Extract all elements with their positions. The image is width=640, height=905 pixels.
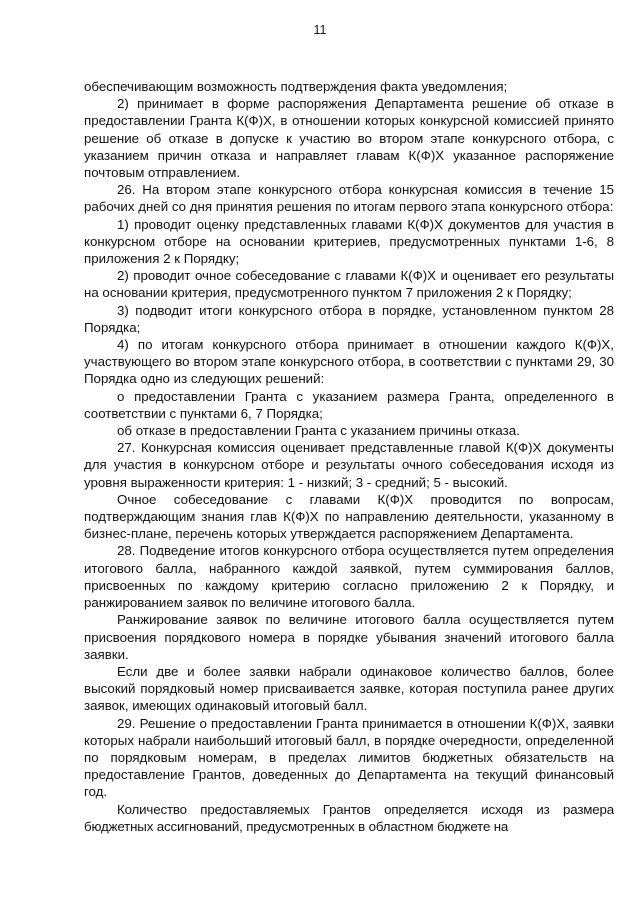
paragraph-item-evaluate-documents: 1) проводит оценку представленных главами К(Ф)Х документов для участия в конкурсном отборе на основании критериев, предусмотренных пунктами 1-6, 8 приложения 2 к Порядку; — [84, 216, 614, 267]
paragraph-clause-29: 29. Решение о предоставлении Гранта принимается в отношении К(Ф)Х, заявки которых набрали наибольший итоговый балл, в порядке очередности, определенной по порядковым номерам, в пределах лимитов бюджетных обязательств на предоставление Грантов, доведенных до Департамента на текущий финансовый год. — [84, 715, 614, 800]
paragraph-item-refusal-order: 2) принимает в форме распоряжения Департамента решение об отказе в предоставлении Гранта К(Ф)Х, в отношении которых конкурсной комиссией принято решение об отказе в допуске к участию во втором этапе конкурсного отбора, с указанием причин отказа и направляет главам К(Ф)Х указанное распоряжение почтовым отправлением. — [84, 96, 614, 181]
paragraph-grant-count: Количество предоставляемых Грантов определяется исходя из размера бюджетных ассигнований, предусмотренных в областном бюджете на — [84, 801, 614, 834]
paragraph-equal-scores: Если две и более заявки набрали одинаковое количество баллов, более высокий порядковый номер присваивается заявке, которая поступила ранее других заявок, имеющих одинаковый итоговый балл. — [84, 663, 614, 714]
paragraph-item-summarize: 3) подводит итоги конкурсного отбора в порядке, установленном пунктом 28 Порядка; — [84, 302, 614, 335]
page-number: 11 — [313, 23, 327, 37]
paragraph-item-interview: 2) проводит очное собеседование с главами К(Ф)Х и оценивает его результаты на основании критерия, предусмотренного пунктом 7 приложения 2 к Порядку; — [84, 268, 614, 301]
paragraph-continuation: обеспечивающим возможность подтверждения факта уведомления; — [84, 79, 508, 94]
paragraph-decision-refusal: об отказе в предоставлении Гранта с указанием причины отказа. — [117, 423, 520, 439]
paragraph-item-decision: 4) по итогам конкурсного отбора принимает в отношении каждого К(Ф)Х, участвующего во втором этапе конкурсного отбора, в соответствии с пунктами 29, 30 Порядка одно из следующих решений: — [84, 337, 614, 387]
document-body — [84, 78, 614, 835]
paragraph-decision-grant: о предоставлении Гранта с указанием размера Гранта, определенного в соответствии с пунктами 6, 7 Порядка; — [84, 388, 614, 421]
paragraph-clause-27: 27. Конкурсная комиссия оценивает представленные главой К(Ф)Х документы для участия в конкурсном отборе и результаты очного собеседования исходя из уровня выраженности критерия: 1 - низкий; 3 - средний; 5 - высокий. — [84, 440, 614, 490]
paragraph-interview-questions: Очное собеседование с главами К(Ф)Х проводится по вопросам, подтверждающим знания глав К(Ф)Х по направлению деятельности, указанному в бизнес-плане, перечень которых утверждается распоряжением Департамента. — [84, 491, 614, 542]
paragraph-ranking: Ранжирование заявок по величине итогового балла осуществляется путем присвоения порядкового номера в порядке убывания значений итогового балла заявки. — [84, 612, 614, 662]
paragraph-clause-26: 26. На втором этапе конкурсного отбора конкурсная комиссия в течение 15 рабочих дней со дня принятия решения по итогам первого этапа конкурсного отбора: — [84, 182, 614, 215]
paragraph-clause-28: 28. Подведение итогов конкурсного отбора осуществляется путем определения итогового балла, набранного каждой заявкой, путем суммирования баллов, присвоенных по каждому критерию согласно приложению 2 к Порядку, и ранжированием заявок по величине итогового балла. — [84, 543, 614, 611]
